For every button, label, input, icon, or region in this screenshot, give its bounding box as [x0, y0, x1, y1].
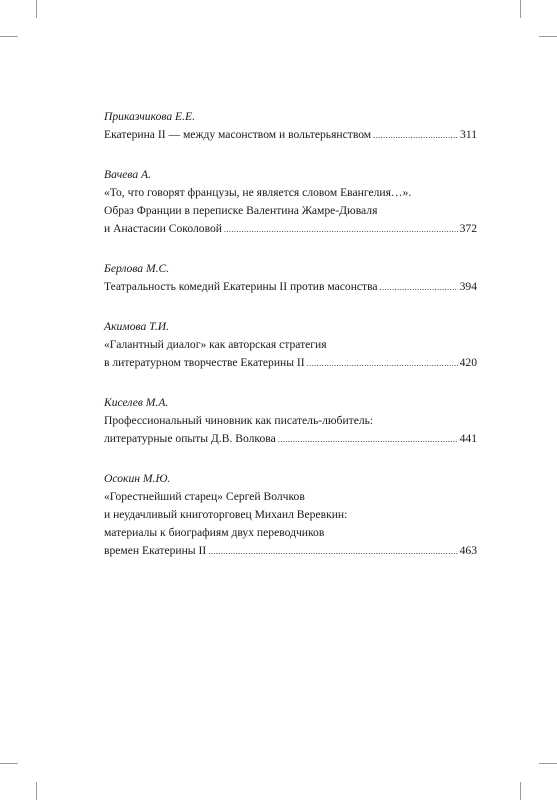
crop-mark	[539, 36, 557, 37]
entry-author: Осокин М.Ю.	[104, 472, 171, 485]
entry-title-line: и неудачливый книготорговец Михаил Веревкин:	[104, 508, 348, 521]
entry-title-text: литературные опыты Д.В. Волкова	[104, 432, 276, 445]
toc-entry	[104, 318, 477, 372]
dot-leader	[373, 127, 458, 145]
entry-title-text: Екатерина II — между масонством и вольтерьянством	[104, 128, 372, 141]
entry-title-line: «Галантный диалог» как авторская стратегия	[104, 338, 327, 351]
entry-author: Киселев М.А.	[104, 396, 169, 409]
entry-title-text: в литературном творчестве Екатерины II	[104, 356, 305, 369]
entry-title-line	[104, 126, 477, 144]
page-number: 441	[459, 432, 477, 445]
entry-title-text: Театральность комедий Екатерины II против масонства	[104, 280, 378, 293]
entry-title-line: материалы к биографиям двух переводчиков	[104, 526, 325, 539]
entry-title-line: Профессиональный чиновник как писатель-любитель:	[104, 414, 374, 427]
table-of-contents	[104, 108, 477, 582]
page-number: 311	[460, 128, 477, 141]
entry-author: Акимова Т.И.	[104, 320, 170, 333]
entry-title-line: «То, что говорят французы, не является словом Евангелия…».	[104, 186, 412, 199]
crop-mark	[0, 763, 18, 764]
dot-leader	[208, 543, 457, 561]
page-number: 372	[459, 222, 477, 235]
toc-entry	[104, 166, 477, 238]
crop-mark	[520, 782, 521, 800]
crop-mark	[539, 763, 557, 764]
page-number: 420	[459, 356, 477, 369]
toc-entry	[104, 260, 477, 296]
entry-title-line	[104, 278, 477, 296]
toc-entry	[104, 108, 477, 144]
page-number: 394	[459, 280, 477, 293]
crop-mark	[36, 0, 37, 18]
entry-author: Приказчикова Е.Е.	[104, 110, 195, 123]
toc-entry	[104, 470, 477, 560]
dot-leader	[307, 355, 458, 373]
entry-title-line	[104, 542, 477, 560]
entry-title-text: и Анастасии Соколовой	[104, 222, 222, 235]
entry-author: Берлова М.С.	[104, 262, 170, 275]
crop-mark	[0, 36, 18, 37]
page-number: 463	[459, 544, 477, 557]
crop-mark	[520, 0, 521, 18]
entry-title-line: Образ Франции в переписке Валентина Жамре-Дюваля	[104, 204, 378, 217]
entry-author: Вачева А.	[104, 168, 152, 181]
entry-title-line	[104, 220, 477, 238]
entry-title-line	[104, 354, 477, 372]
entry-title-text: времен Екатерины II	[104, 544, 207, 557]
entry-title-line	[104, 430, 477, 448]
dot-leader	[224, 221, 458, 239]
entry-title-line: «Горестнейший старец» Сергей Волчков	[104, 490, 305, 503]
toc-entry	[104, 394, 477, 448]
crop-mark	[36, 782, 37, 800]
dot-leader	[380, 279, 458, 297]
dot-leader	[278, 431, 458, 449]
